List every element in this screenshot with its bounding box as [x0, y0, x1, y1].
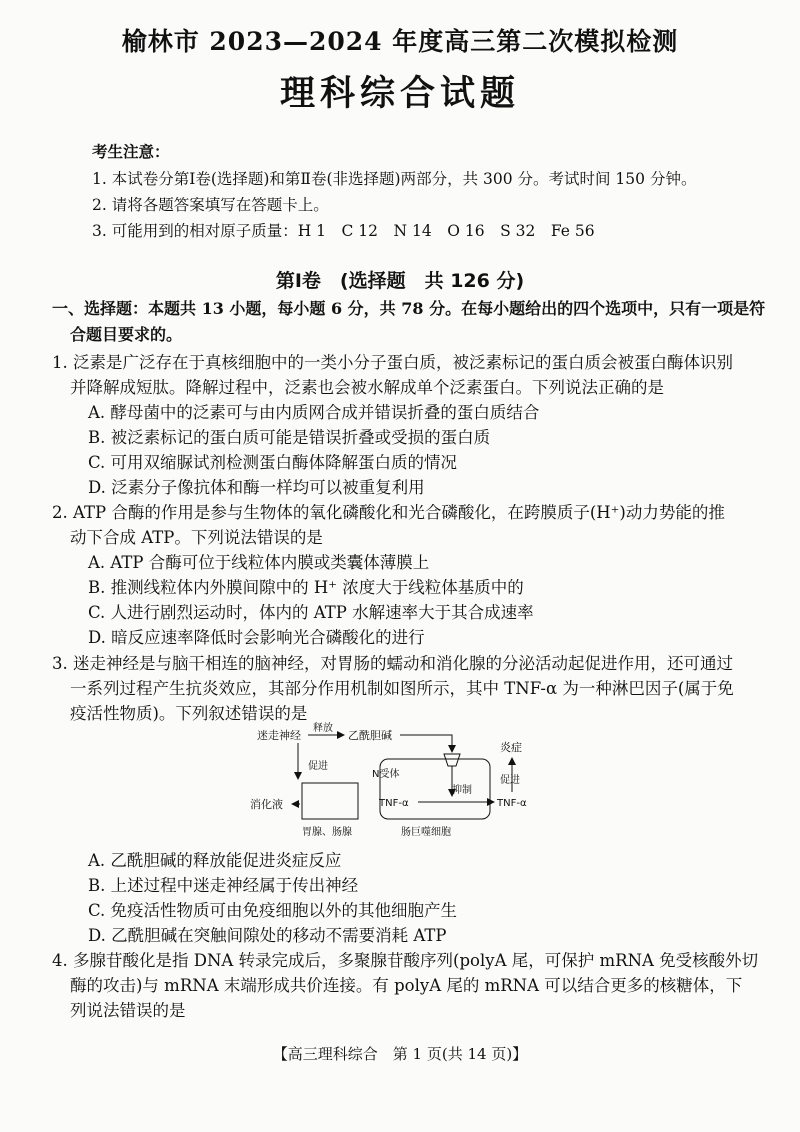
question-1-option-b: B. 被泛素标记的蛋白质可能是错误折叠或受损的蛋白质 — [88, 428, 491, 447]
diagram-inhibit: 抑制 — [452, 785, 472, 796]
diagram-stomach-intestine: 胃腺、肠腺 — [302, 827, 352, 838]
question-3-stem: 3. 迷走神经是与脑干相连的脑神经，对胃肠的蠕动和消化腺的分泌活动起促进作用，还可通过 — [52, 654, 733, 673]
mechanism-diagram — [220, 722, 580, 844]
section-instruction: 合题目要求的。 — [70, 325, 183, 344]
question-4-stem: 酶的攻击)与 mRNA 末端形成共价连接。有 polyA 尾的 mRNA 可以结合更多的核糖体，下 — [70, 976, 743, 995]
diagram-macrophage: 肠巨噬细胞 — [401, 827, 451, 838]
question-1-option-c: C. 可用双缩脲试剂检测蛋白酶体降解蛋白质的情况 — [88, 453, 458, 472]
diagram-digestive-juice: 消化液 — [250, 798, 283, 811]
n-receptor-shape — [444, 754, 460, 766]
section-title: 第Ⅰ卷 (选择题 共 126 分) — [275, 270, 525, 292]
exam-title: 榆林市 2023—2024 年度高三第二次模拟检测 — [121, 27, 679, 56]
question-2-option-d: D. 暗反应速率降低时会影响光合磷酸化的进行 — [88, 628, 425, 647]
diagram-vagus: 迷走神经 — [257, 729, 301, 742]
macrophage-box — [380, 759, 490, 819]
question-1-option-a: A. 酵母菌中的泛素可与由内质网合成并错误折叠的蛋白质结合 — [88, 403, 540, 422]
notice-item: 3. 可能用到的相对原子质量：H 1 C 12 N 14 O 16 S 32 Fe 56 — [92, 222, 595, 240]
question-1-option-d: D. 泛素分子像抗体和酶一样均可以被重复利用 — [88, 478, 425, 497]
question-3-stem: 一系列过程产生抗炎效应，其部分作用机制如图所示，其中 TNF-α 为一种淋巴因子(属于免 — [70, 679, 734, 698]
diagram-ach: 乙酰胆碱 — [348, 729, 392, 742]
question-4-stem: 列说法错误的是 — [70, 1001, 186, 1020]
stomach-intestine-box — [302, 783, 358, 819]
notice-heading: 考生注意： — [92, 142, 170, 161]
diagram-promote-1: 促进 — [308, 761, 328, 772]
diagram-inflammation: 炎症 — [500, 741, 522, 754]
notice-item: 2. 请将各题答案填写在答题卡上。 — [92, 196, 329, 214]
question-3-option-c: C. 免疫活性物质可由免疫细胞以外的其他细胞产生 — [88, 901, 458, 920]
diagram-release: 释放 — [313, 723, 333, 734]
section-instruction: 一、选择题：本题共 13 小题，每小题 6 分，共 78 分。在每小题给出的四个选项中，只有一项是符 — [52, 299, 766, 318]
question-2-stem: 动下合成 ATP。下列说法错误的是 — [70, 528, 323, 547]
question-2-option-c: C. 人进行剧烈运动时，体内的 ATP 水解速率大于其合成速率 — [88, 603, 534, 622]
notice-item: 1. 本试卷分第Ⅰ卷(选择题)和第Ⅱ卷(非选择题)两部分，共 300 分。考试时间 150 分钟。 — [92, 170, 697, 188]
diagram-n-receptor: N受体 — [372, 769, 400, 780]
question-2-option-a: A. ATP 合酶可位于线粒体内膜或类囊体薄膜上 — [88, 553, 430, 572]
question-3-option-d: D. 乙酰胆碱在突触间隙处的移动不需要消耗 ATP — [88, 926, 447, 945]
question-3-option-a: A. 乙酰胆碱的释放能促进炎症反应 — [88, 851, 342, 870]
question-1-stem: 并降解成短肽。降解过程中，泛素也会被水解成单个泛素蛋白。下列说法正确的是 — [70, 378, 664, 397]
question-1-stem: 1. 泛素是广泛存在于真核细胞中的一类小分子蛋白质，被泛素标记的蛋白质会被蛋白酶体识别 — [52, 353, 733, 372]
question-3-stem: 疫活性物质)。下列叙述错误的是 — [70, 704, 308, 723]
exam-subtitle: 理科综合试题 — [279, 74, 520, 114]
question-2-stem: 2. ATP 合酶的作用是参与生物体的氧化磷酸化和光合磷酸化，在跨膜质子(H⁺)动力势能的推 — [52, 503, 725, 522]
diagram-tnf-right: TNF-α — [497, 798, 527, 809]
question-3-option-b: B. 上述过程中迷走神经属于传出神经 — [88, 876, 359, 895]
diagram-promote-2: 促进 — [500, 775, 520, 786]
question-2-option-b: B. 推测线粒体内外膜间隙中的 H⁺ 浓度大于线粒体基质中的 — [88, 578, 524, 597]
diagram-tnf-left: TNF-α — [379, 798, 409, 809]
page-footer: 【高三理科综合 第 1 页(共 14 页)】 — [272, 1045, 528, 1063]
arrow-ach-receptor — [400, 735, 452, 752]
question-4-stem: 4. 多腺苷酸化是指 DNA 转录完成后，多聚腺苷酸序列(polyA 尾，可保护 mRNA 免受核酸外切 — [52, 951, 759, 970]
